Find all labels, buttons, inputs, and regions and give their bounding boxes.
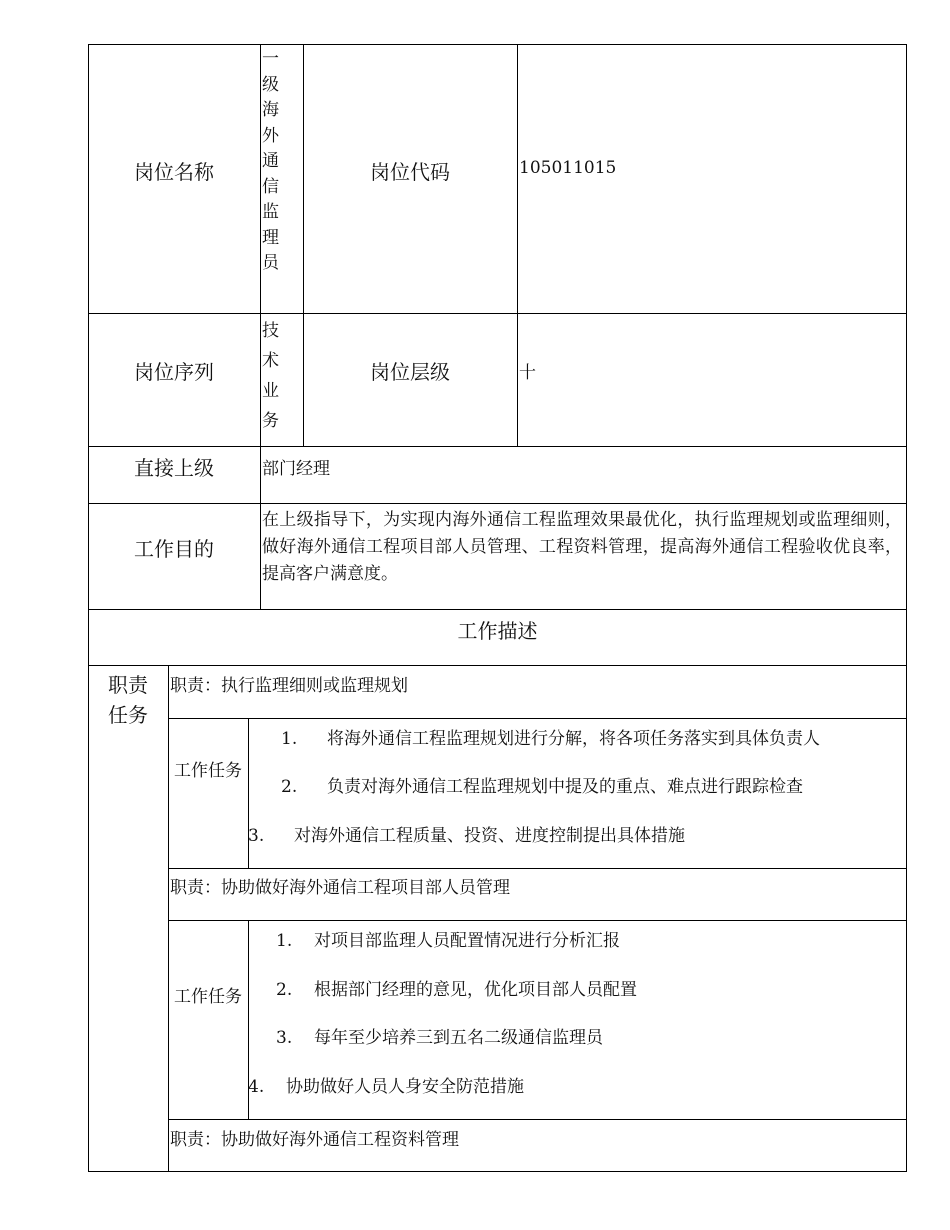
task-number: 1. xyxy=(276,931,293,951)
task-item xyxy=(281,724,820,749)
task-number: 3. xyxy=(276,1028,293,1048)
purpose-label: 工作目的 xyxy=(134,537,214,561)
task-item xyxy=(248,1072,524,1097)
task-text: 协助做好人员人身安全防范措施 xyxy=(286,1077,524,1097)
position-name-label: 岗位名称 xyxy=(134,160,214,184)
position-sequence-label: 岗位序列 xyxy=(134,360,214,384)
duty-title: 职责：执行监理细则或监理规划 xyxy=(170,676,408,696)
position-level-value: 十 xyxy=(519,363,536,383)
task-label: 工作任务 xyxy=(174,761,242,781)
supervisor-label: 直接上级 xyxy=(134,456,214,480)
task-item xyxy=(276,1023,603,1048)
task-number: 2. xyxy=(276,980,293,1000)
task-text: 根据部门经理的意见，优化项目部人员配置 xyxy=(314,980,637,1000)
task-number: 1. xyxy=(281,729,298,749)
duty-title: 职责：协助做好海外通信工程资料管理 xyxy=(170,1130,459,1150)
task-item xyxy=(276,926,620,951)
task-text: 对项目部监理人员配置情况进行分析汇报 xyxy=(314,931,620,951)
task-item xyxy=(276,975,637,1000)
position-code-value: 105011015 xyxy=(519,158,617,178)
task-number: 3. xyxy=(248,826,265,846)
position-level-label: 岗位层级 xyxy=(370,360,450,384)
work-description-header: 工作描述 xyxy=(457,619,538,643)
task-item xyxy=(248,821,685,846)
task-item xyxy=(281,772,803,797)
task-text: 负责对海外通信工程监理规划中提及的重点、难点进行跟踪检查 xyxy=(327,777,803,797)
duty-title: 职责：协助做好海外通信工程项目部人员管理 xyxy=(170,878,510,898)
position-sequence-value: 技术业务 xyxy=(262,321,279,431)
task-number: 4. xyxy=(248,1077,265,1097)
duties-tasks-label: 职责任务 xyxy=(108,673,148,727)
task-text: 每年至少培养三到五名二级通信监理员 xyxy=(314,1028,603,1048)
task-text: 对海外通信工程质量、投资、进度控制提出具体措施 xyxy=(294,826,685,846)
task-label: 工作任务 xyxy=(174,987,242,1007)
position-name-value: 一级海外通信监理员 xyxy=(262,49,279,273)
task-text: 将海外通信工程监理规划进行分解，将各项任务落实到具体负责人 xyxy=(327,729,820,749)
task-number: 2. xyxy=(281,777,298,797)
supervisor-value: 部门经理 xyxy=(262,459,330,479)
position-code-label: 岗位代码 xyxy=(370,160,450,184)
purpose-value: 在上级指导下，为实现内海外通信工程监理效果最优化，执行监理规划或监理细则，做好海外通信工程项目部人员管理、工程资料管理，提高海外通信工程验收优良率，提高客户满意度。 xyxy=(262,510,902,584)
